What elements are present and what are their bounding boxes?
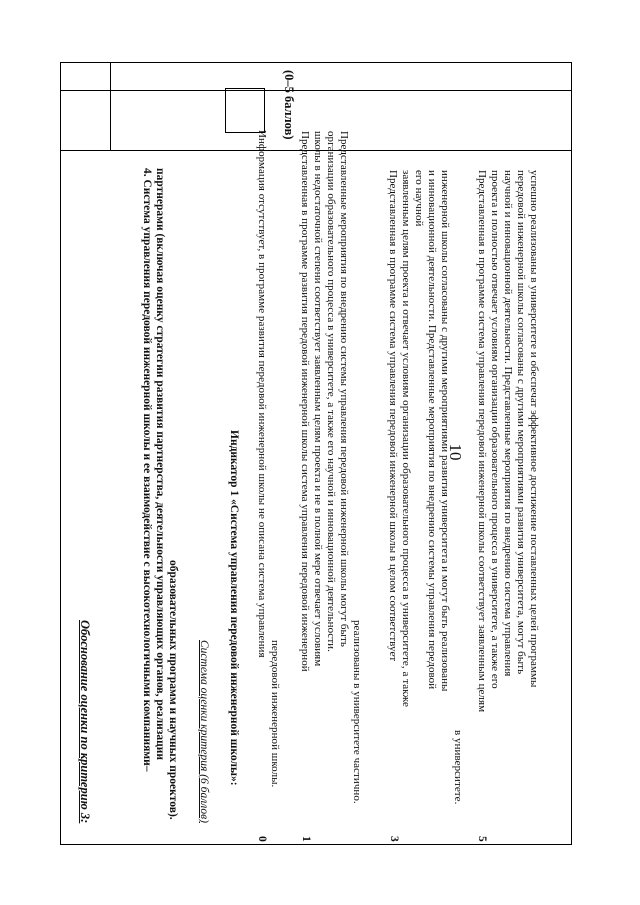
paragraph-line: организации образовательного процесса в университете, а также его научной и инновационной деятельности. xyxy=(325,131,337,652)
paragraph-line: передовой инженерной школы согласованы с другими мероприятиями развития университета, могут быть xyxy=(515,170,527,675)
criterion-line: 4. Система управления передовой инженерной школы и ее взаимодействие с высокотехнологичными компаниями– xyxy=(141,168,153,772)
page-number: 10 xyxy=(446,443,465,461)
criterion-line: образовательных программ и научных проектов). xyxy=(167,560,179,820)
paragraph-line: Представленная в программе развития передовой инженерной школы система управления передовой инженерной xyxy=(299,131,311,672)
score-3: 3 xyxy=(388,836,400,842)
paragraph-line: инженерной школы согласованы с другими мероприятиями развития университета и могут быть реализованы xyxy=(439,170,451,692)
paragraph-line: проекта и полностью отвечает условиям организации образовательного процесса в университете, а также его xyxy=(489,170,501,689)
header-band-line xyxy=(60,90,572,91)
paragraph-line: школы в недостаточной степени соответствует заявленным целям проекта и не в полной мере отвечает условиям xyxy=(312,131,324,667)
paragraph-line: заявленным целям проекта и отвечает условиям организации образовательного процесса в университете, а также xyxy=(400,170,412,707)
paragraph-line: успешно реализованы в университете и обеспечат эффективное достижение поставленных целей программы xyxy=(528,170,540,688)
indicator-title: Индикатор 1 «Система управления передовой инженерной школы»: xyxy=(228,430,240,786)
paragraph-line: Представленные мероприятия по внедрению системы управления передовой инженерной школы могут быть xyxy=(338,131,350,647)
paragraph-line: передовой инженерной школы. xyxy=(269,640,281,788)
paragraph-line: Представленная в программе система управления передовой инженерной школы соответствует заявленным целям xyxy=(476,170,488,713)
paragraph-line: реализованы в университете частично. xyxy=(351,620,363,804)
score-1: 1 xyxy=(300,836,312,842)
paragraph-line: научной и инновационной деятельности. Представленные мероприятия по внедрению система управления xyxy=(502,170,514,677)
score-5: 5 xyxy=(476,836,488,842)
score-column-line xyxy=(110,62,111,150)
criterion-line: партнерами (включая оценку стратегии развития партнерства, деятельности управляющих органов, реализации xyxy=(154,168,166,761)
paragraph-line: и инновационной деятельности. Представленные мероприятия по внедрению системы управления передовой xyxy=(426,170,438,690)
paragraph-line: Информация отсутствует, в программе развития передовой инженерной школы не описана система управления xyxy=(256,130,268,658)
paragraph-line: Представленная в программе система управления передовой инженерной школы в целом соответствует xyxy=(387,170,399,662)
evaluation-system: Система оценки критерия (6 баллов) xyxy=(198,640,210,823)
paragraph-line: его научной xyxy=(413,170,425,227)
paragraph-line: в университете. xyxy=(452,730,464,805)
score-0: 0 xyxy=(256,836,268,842)
score-label: (0–5 баллов) xyxy=(282,70,296,140)
header-label: Обоснование оценки по критерию 3: xyxy=(78,620,92,824)
score-box xyxy=(225,88,265,133)
